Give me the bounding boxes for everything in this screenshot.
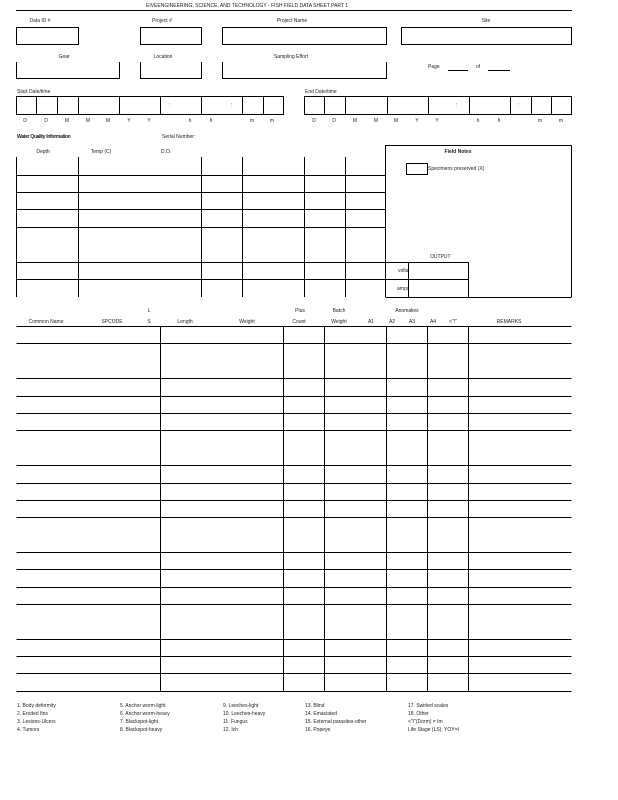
start-unit-m3: M	[105, 118, 111, 124]
legend-item: 1. Body deformity	[17, 703, 56, 709]
end-unit-m3: M	[393, 118, 399, 124]
end-unit-m1: M	[352, 118, 358, 124]
start-unit-y1: Y	[127, 118, 131, 124]
start-unit-y2: Y	[147, 118, 151, 124]
common-name-header: Common Name	[28, 319, 64, 325]
start-unit-m1: M	[64, 118, 70, 124]
a3-header: A3	[408, 319, 416, 325]
spcode-header: SPCODE	[101, 319, 123, 325]
start-datetime-label: Start Date/time	[17, 89, 51, 95]
end-unit-m4: m	[537, 118, 543, 124]
temp-header: Temp (C)	[90, 149, 112, 155]
legend-item: 8. Blackspot-heavy	[120, 727, 163, 733]
site-label: Site	[481, 18, 491, 24]
a4-header: A4	[429, 319, 437, 325]
end-time-colon-1: :	[456, 102, 458, 108]
a2-header: A2	[388, 319, 396, 325]
end-datetime-label: End Date/time	[305, 89, 337, 95]
weight-header: Weight	[239, 319, 255, 325]
data-id-label: Data ID #	[29, 18, 51, 24]
legend-item: 12. Ich	[223, 727, 239, 733]
end-unit-h2: h	[497, 118, 501, 124]
legend-item: 6. Anchor worm-heavy	[120, 711, 170, 717]
end-unit-y2: Y	[435, 118, 439, 124]
legend-item: 16. Popeye	[305, 727, 331, 733]
output-label: OUTPUT	[430, 254, 451, 260]
s-header: S	[147, 319, 151, 325]
depth-header: Depth	[36, 149, 50, 155]
plus-header-top: Plus	[295, 308, 305, 314]
start-unit-m4: m	[249, 118, 255, 124]
volts-label: volts	[398, 268, 409, 274]
length-header: Length	[177, 319, 193, 325]
amps-label: amps	[397, 286, 410, 292]
legend-item: 5. Anchor worm-light	[120, 703, 166, 709]
remarks-header: REMARKS	[496, 319, 522, 325]
legend-item: 4. Tumors	[17, 727, 40, 733]
start-time-colon-2: :	[231, 102, 233, 108]
legend-item: 13. Blind	[305, 703, 325, 709]
count-header: Count	[292, 319, 306, 325]
end-unit-h1: h	[476, 118, 480, 124]
end-time-colon-2: :	[518, 102, 520, 108]
legend-item: 7. Blackspot-light	[120, 719, 159, 725]
dorm-header: <"/"	[449, 319, 457, 325]
legend-item: 18. Other	[408, 711, 429, 717]
legend-item: 14. Emaciated	[305, 711, 337, 717]
location-label: Location	[153, 54, 173, 60]
of-label: of	[476, 64, 481, 70]
sampling-effort-label: Sampling Effort	[273, 54, 309, 60]
project-name-label: Project Name	[276, 18, 308, 24]
l-header-top: L	[147, 308, 151, 314]
legend-item: 17. Swirled scales	[408, 703, 449, 709]
legend-item: <"/"(Dorm) = Im	[408, 719, 443, 725]
field-notes-label: Field Notes	[444, 149, 472, 155]
end-unit-y1: Y	[415, 118, 419, 124]
legend-item: 3. Lesions-Ulcers	[17, 719, 56, 725]
water-quality-title: Water Quality Information	[17, 134, 71, 140]
form-title: EIVEENGINEERING, SCIENCE, AND TECHNOLOGY - FISH FIELD DATA SHEET PART 1	[146, 3, 349, 9]
start-unit-h1: h	[188, 118, 192, 124]
legend-item: 11. Fungus	[223, 719, 248, 725]
legend-item: Life Stage (LS): YOY=I	[408, 727, 459, 733]
batch-weight-header: Weight	[331, 319, 347, 325]
start-unit-h2: h	[209, 118, 213, 124]
project-number-label: Project #	[152, 18, 172, 24]
legend-item: 15. External parasites-other	[305, 719, 367, 725]
anomalies-header-top: Anomalies	[395, 308, 419, 314]
legend-item: 10. Leeches-heavy	[223, 711, 266, 717]
start-time-colon-1: :	[169, 102, 171, 108]
page-label: Page	[428, 64, 440, 70]
end-unit-d1: D	[312, 118, 316, 124]
start-unit-m5: m	[269, 118, 275, 124]
legend-item: 2. Eroded fins	[17, 711, 48, 717]
a1-header: A1	[367, 319, 375, 325]
specimens-preserved-label: Specimens preserved (X)	[428, 166, 485, 172]
do-header: D.O.	[160, 149, 172, 155]
start-unit-d1: D	[23, 118, 27, 124]
batch-header-top: Batch	[332, 308, 346, 314]
start-unit-m2: M	[85, 118, 91, 124]
end-unit-m5: m	[558, 118, 564, 124]
end-unit-d2: D	[332, 118, 336, 124]
gear-label: Gear	[58, 54, 70, 60]
start-unit-d2: D	[44, 118, 48, 124]
serial-number-label: Serial Number:	[162, 134, 196, 140]
end-unit-m2: M	[373, 118, 379, 124]
legend-item: 9. Leeches-light	[223, 703, 259, 709]
